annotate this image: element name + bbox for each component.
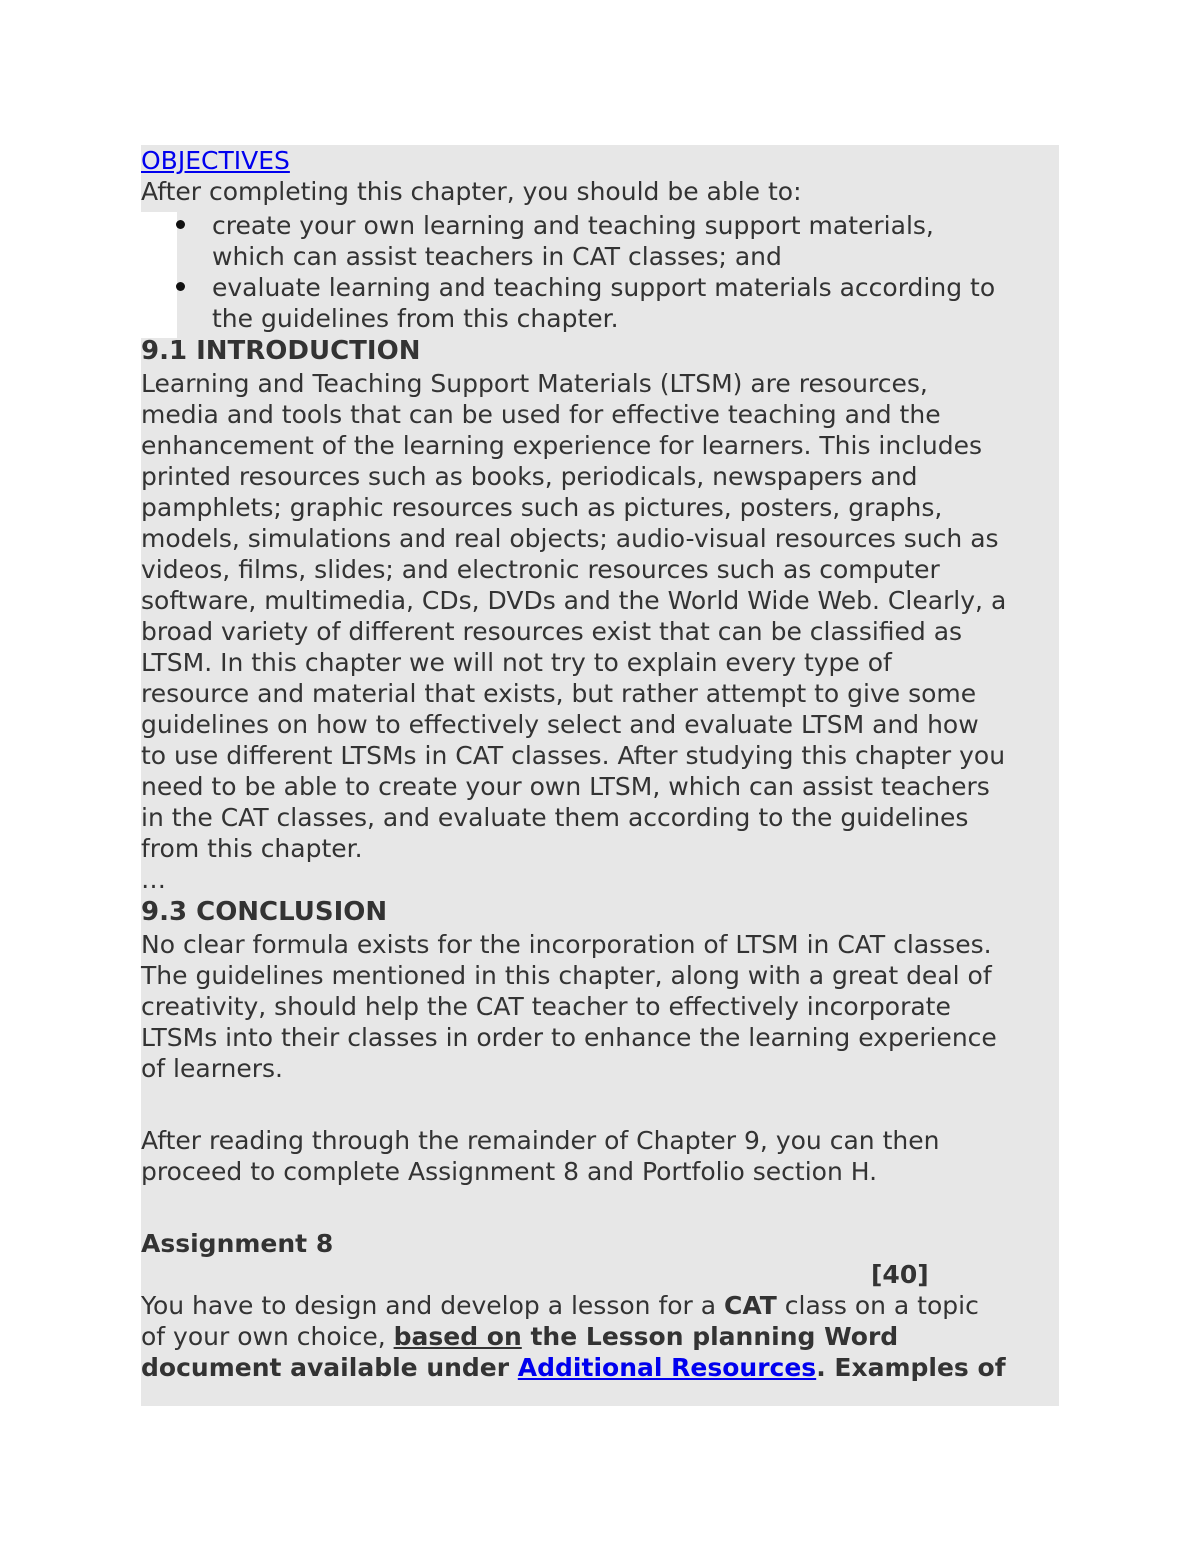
paragraph-line: from this chapter. — [141, 834, 363, 863]
paragraph-line: software, multimedia, CDs, DVDs and the World Wide Web. Clearly, a — [141, 586, 1007, 615]
paragraph-line: in the CAT classes, and evaluate them according to the guidelines — [141, 803, 969, 832]
paragraph-line: to use different LTSMs in CAT classes. After studying this chapter you — [141, 741, 1006, 770]
list-item-line: the guidelines from this chapter. — [212, 304, 619, 333]
paragraph-line: proceed to complete Assignment 8 and Portfolio section H. — [141, 1157, 878, 1186]
paragraph-line: pamphlets; graphic resources such as pictures, posters, graphs, — [141, 493, 943, 522]
paragraph-line: LTSM. In this chapter we will not try to explain every type of — [141, 648, 892, 677]
document-content — [141, 145, 1059, 1383]
bold-text: document available under — [141, 1353, 518, 1382]
bullet-icon — [176, 220, 185, 229]
assignment-marks: [40] — [871, 1260, 929, 1289]
paragraph-line: After reading through the remainder of Chapter 9, you can then — [141, 1126, 940, 1155]
bullet-icon — [176, 282, 185, 291]
objectives-intro: After completing this chapter, you should be able to: — [141, 177, 802, 206]
objectives-list — [141, 210, 1059, 334]
bold-text: . Examples of — [816, 1353, 1006, 1382]
paragraph-line: Learning and Teaching Support Materials (LTSM) are resources, — [141, 369, 928, 398]
paragraph-line: models, simulations and real objects; audio-visual resources such as — [141, 524, 999, 553]
list-item-line: evaluate learning and teaching support materials according to — [212, 273, 996, 302]
conclusion-heading: 9.3 CONCLUSION — [141, 897, 388, 927]
objectives-link[interactable]: OBJECTIVES — [141, 146, 290, 175]
paragraph-line: enhancement of the learning experience for learners. This includes — [141, 431, 983, 460]
paragraph-line: No clear formula exists for the incorporation of LTSM in CAT classes. — [141, 930, 992, 959]
additional-resources-link[interactable]: Additional Resources — [517, 1353, 817, 1382]
list-item — [141, 210, 1059, 272]
paragraph-line: videos, films, slides; and electronic resources such as computer — [141, 555, 940, 584]
list-item-line: create your own learning and teaching support materials, — [212, 211, 934, 240]
paragraph-line: resource and material that exists, but rather attempt to give some — [141, 679, 977, 708]
conclusion-paragraph — [141, 929, 1059, 1084]
introduction-heading: 9.1 INTRODUCTION — [141, 336, 421, 366]
ellipsis: … — [141, 865, 166, 894]
introduction-paragraph — [141, 368, 1059, 895]
underlined-text: based on — [393, 1322, 522, 1351]
paragraph-line: broad variety of different resources exist that can be classified as — [141, 617, 963, 646]
paragraph-line: creativity, should help the CAT teacher to effectively incorporate — [141, 992, 951, 1021]
paragraph-line: printed resources such as books, periodicals, newspapers and — [141, 462, 918, 491]
paragraph-line — [141, 1290, 1059, 1321]
bold-text: the Lesson planning Word — [521, 1322, 899, 1351]
paragraph-line: The guidelines mentioned in this chapter, along with a great deal of — [141, 961, 992, 990]
paragraph-line: need to be able to create your own LTSM, which can assist teachers — [141, 772, 990, 801]
paragraph-line — [141, 1352, 1059, 1383]
assignment-title: Assignment 8 — [141, 1229, 334, 1258]
line-text: You have to design and develop a lesson for a CAT class on a topic — [141, 1291, 979, 1320]
paragraph-line: guidelines on how to effectively select and evaluate LTSM and how — [141, 710, 979, 739]
line-text: of your own choice, — [141, 1322, 394, 1351]
followup-paragraph — [141, 1125, 1059, 1187]
list-item — [141, 272, 1059, 334]
paragraph-line: media and tools that can be used for effective teaching and the — [141, 400, 941, 429]
paragraph-line: of learners. — [141, 1054, 284, 1083]
paragraph-line: LTSMs into their classes in order to enhance the learning experience — [141, 1023, 997, 1052]
assignment-paragraph — [141, 1290, 1059, 1383]
bold-text: CAT — [724, 1291, 777, 1320]
list-item-line: which can assist teachers in CAT classes; and — [212, 242, 782, 271]
paragraph-line — [141, 1321, 1059, 1352]
